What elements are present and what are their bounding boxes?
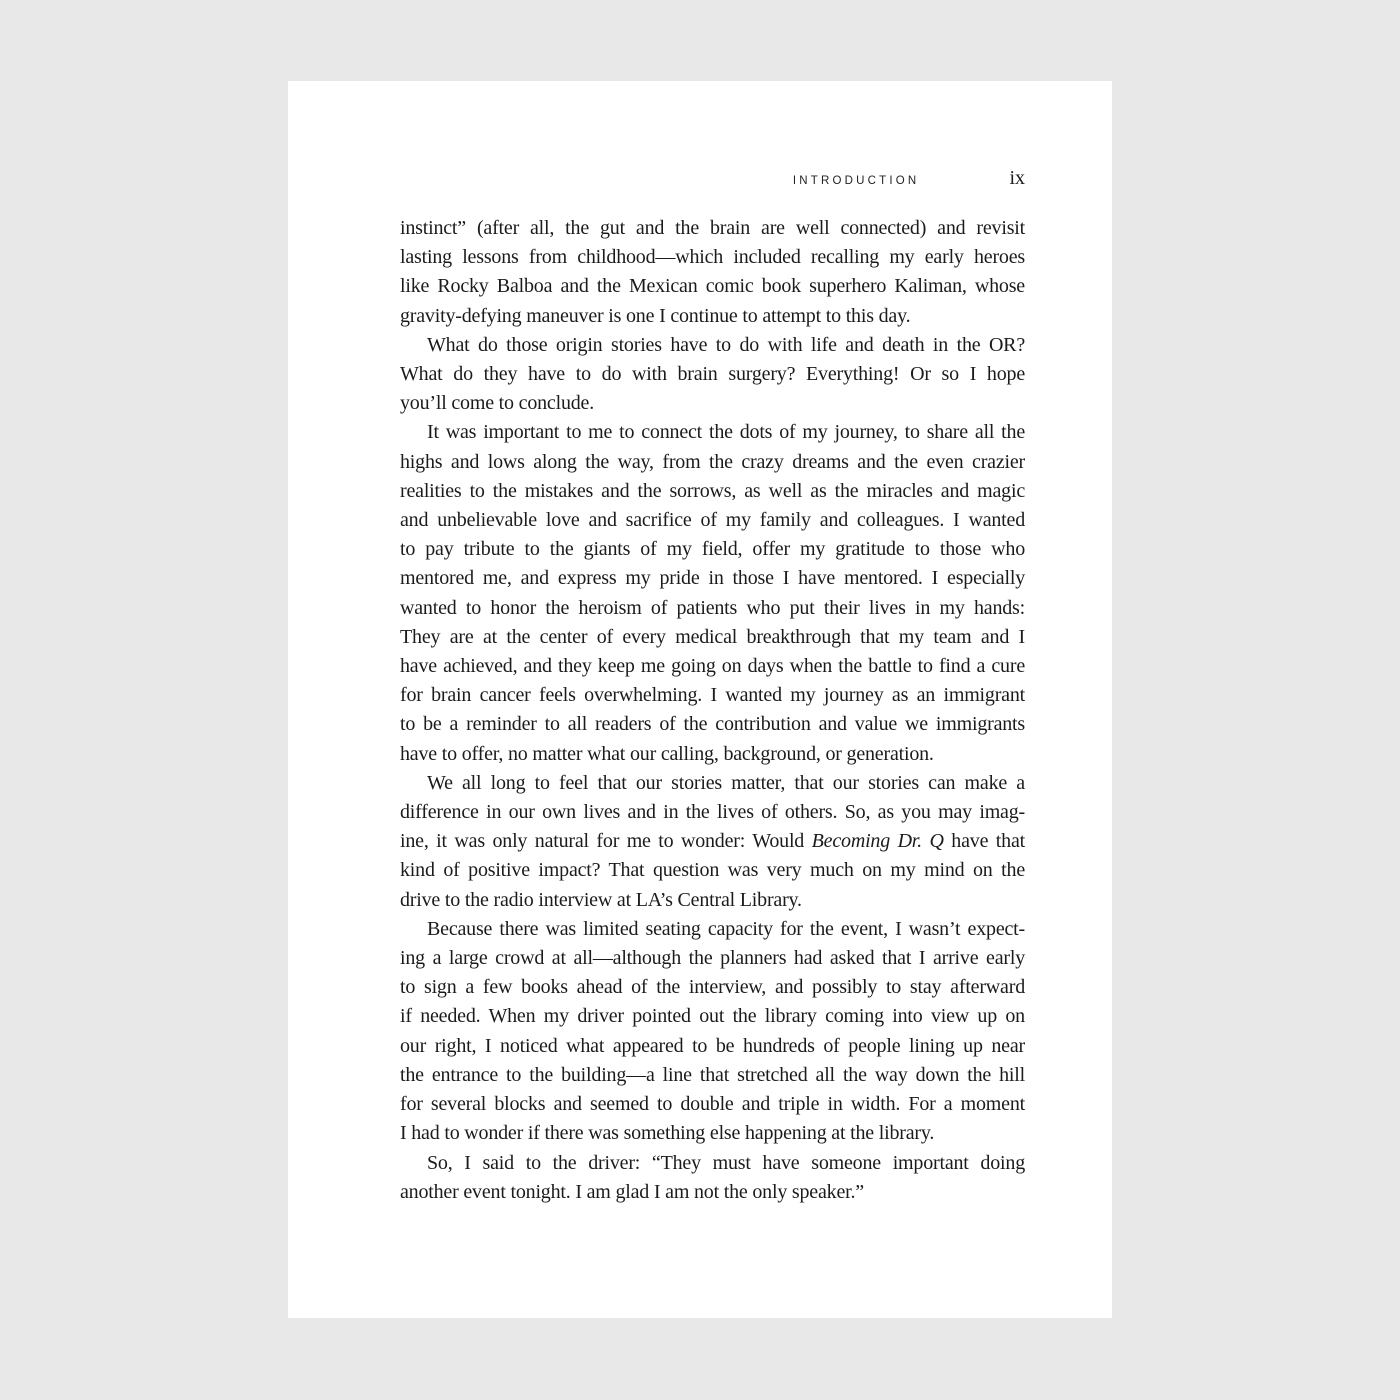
text-segment: to be a reminder to all readers of the contribution and value we immigrants <box>400 713 1025 736</box>
running-head-label: INTRODUCTION <box>792 175 920 187</box>
text-line <box>400 623 1025 652</box>
text-line <box>400 798 1025 827</box>
book-page <box>288 81 1112 1318</box>
text-segment: ing a large crowd at all—although the planners had asked that I arrive early <box>400 947 1025 970</box>
text-line <box>400 886 1025 915</box>
text-segment: They are at the center of every medical breakthrough that my team and I <box>400 625 1025 648</box>
text-segment: you’ll come to conclude. <box>400 392 595 415</box>
text-segment: difference in our own lives and in the lives of others. So, as you may imag- <box>400 801 1025 824</box>
text-segment: have that <box>943 830 1025 853</box>
text-line <box>400 214 1025 243</box>
text-segment: ine, it was only natural for me to wonder: Would <box>400 830 812 853</box>
text-segment: instinct” (after all, the gut and the brain are well connected) and revisit <box>400 217 1025 239</box>
text-line <box>400 1032 1025 1061</box>
text-line <box>400 652 1025 681</box>
text-segment: another event tonight. I am glad I am not the only speaker.” <box>400 1180 864 1203</box>
text-segment: to sign a few books ahead of the interview, and possibly to stay afterward <box>400 976 1025 999</box>
page-body <box>400 214 1025 1207</box>
text-segment: and unbelievable love and sacrifice of my family and colleagues. I wanted <box>400 509 1025 532</box>
text-segment: our right, I noticed what appeared to be hundreds of people lining up near <box>400 1034 1025 1057</box>
text-segment: if needed. When my driver pointed out the library coming into view up on <box>400 1005 1025 1028</box>
text-line <box>400 710 1025 739</box>
text-segment: It was important to me to connect the dots of my journey, to share all the <box>427 421 1025 444</box>
text-segment: kind of positive impact? That question was very much on my mind on the <box>400 859 1025 882</box>
text-segment: Because there was limited seating capacity for the event, I wasn’t expect- <box>427 917 1025 940</box>
text-line <box>400 418 1025 447</box>
text-segment: mentored me, and express my pride in those I have mentored. I especially <box>400 567 1025 590</box>
text-line <box>400 1119 1025 1148</box>
text-segment: for several blocks and seemed to double and triple in width. For a moment <box>400 1093 1025 1116</box>
text-line <box>400 331 1025 360</box>
page-number: ix <box>1009 167 1025 189</box>
text-segment: highs and lows along the way, from the crazy dreams and the even crazier <box>400 450 1025 473</box>
text-segment: drive to the radio interview at LA’s Central Library. <box>400 888 802 911</box>
text-segment: have achieved, and they keep me going on days when the battle to find a cure <box>400 655 1025 678</box>
text-segment: the entrance to the building—a line that stretched all the way down the hill <box>400 1063 1025 1086</box>
text-line <box>400 856 1025 885</box>
text-line <box>400 448 1025 477</box>
text-line <box>400 389 1025 418</box>
text-line <box>400 360 1025 389</box>
text-line <box>400 272 1025 301</box>
text-line <box>400 506 1025 535</box>
text-line <box>400 973 1025 1002</box>
text-segment: We all long to feel that our stories matter, that our stories can make a <box>427 771 1025 794</box>
text-line <box>400 827 1025 856</box>
text-line <box>400 681 1025 710</box>
text-line <box>400 594 1025 623</box>
text-line <box>400 243 1025 272</box>
text-segment: lasting lessons from childhood—which included recalling my early heroes <box>400 246 1025 269</box>
italic-book-title: Becoming Dr. Q <box>811 830 944 853</box>
text-line <box>400 477 1025 506</box>
text-line <box>400 1002 1025 1031</box>
text-segment: like Rocky Balboa and the Mexican comic book superhero Kaliman, whose <box>400 275 1025 298</box>
text-segment: to pay tribute to the giants of my field, offer my gratitude to those who <box>400 538 1025 561</box>
text-segment: What do they have to do with brain surgery? Everything! Or so I hope <box>400 363 1025 386</box>
text-line <box>400 302 1025 331</box>
text-segment: for brain cancer feels overwhelming. I wanted my journey as an immigrant <box>400 684 1025 707</box>
text-segment: I had to wonder if there was something else happening at the library. <box>400 1122 935 1145</box>
text-line <box>400 1061 1025 1090</box>
text-segment: wanted to honor the heroism of patients who put their lives in my hands: <box>400 596 1025 619</box>
text-line <box>400 915 1025 944</box>
text-line <box>400 769 1025 798</box>
text-line <box>400 1149 1025 1178</box>
text-line <box>400 944 1025 973</box>
text-line <box>400 1090 1025 1119</box>
text-segment: realities to the mistakes and the sorrows, as well as the miracles and magic <box>400 479 1025 502</box>
text-segment: So, I said to the driver: “They must have someone important doing <box>427 1151 1025 1174</box>
text-line <box>400 740 1025 769</box>
text-segment: gravity-defying maneuver is one I continue to attempt to this day. <box>400 304 911 327</box>
text-segment: What do those origin stories have to do with life and death in the OR? <box>427 333 1025 356</box>
text-line <box>400 1178 1025 1207</box>
text-line <box>400 535 1025 564</box>
text-segment: have to offer, no matter what our calling, background, or generation. <box>400 742 934 765</box>
running-header <box>400 167 1025 190</box>
text-line <box>400 564 1025 593</box>
